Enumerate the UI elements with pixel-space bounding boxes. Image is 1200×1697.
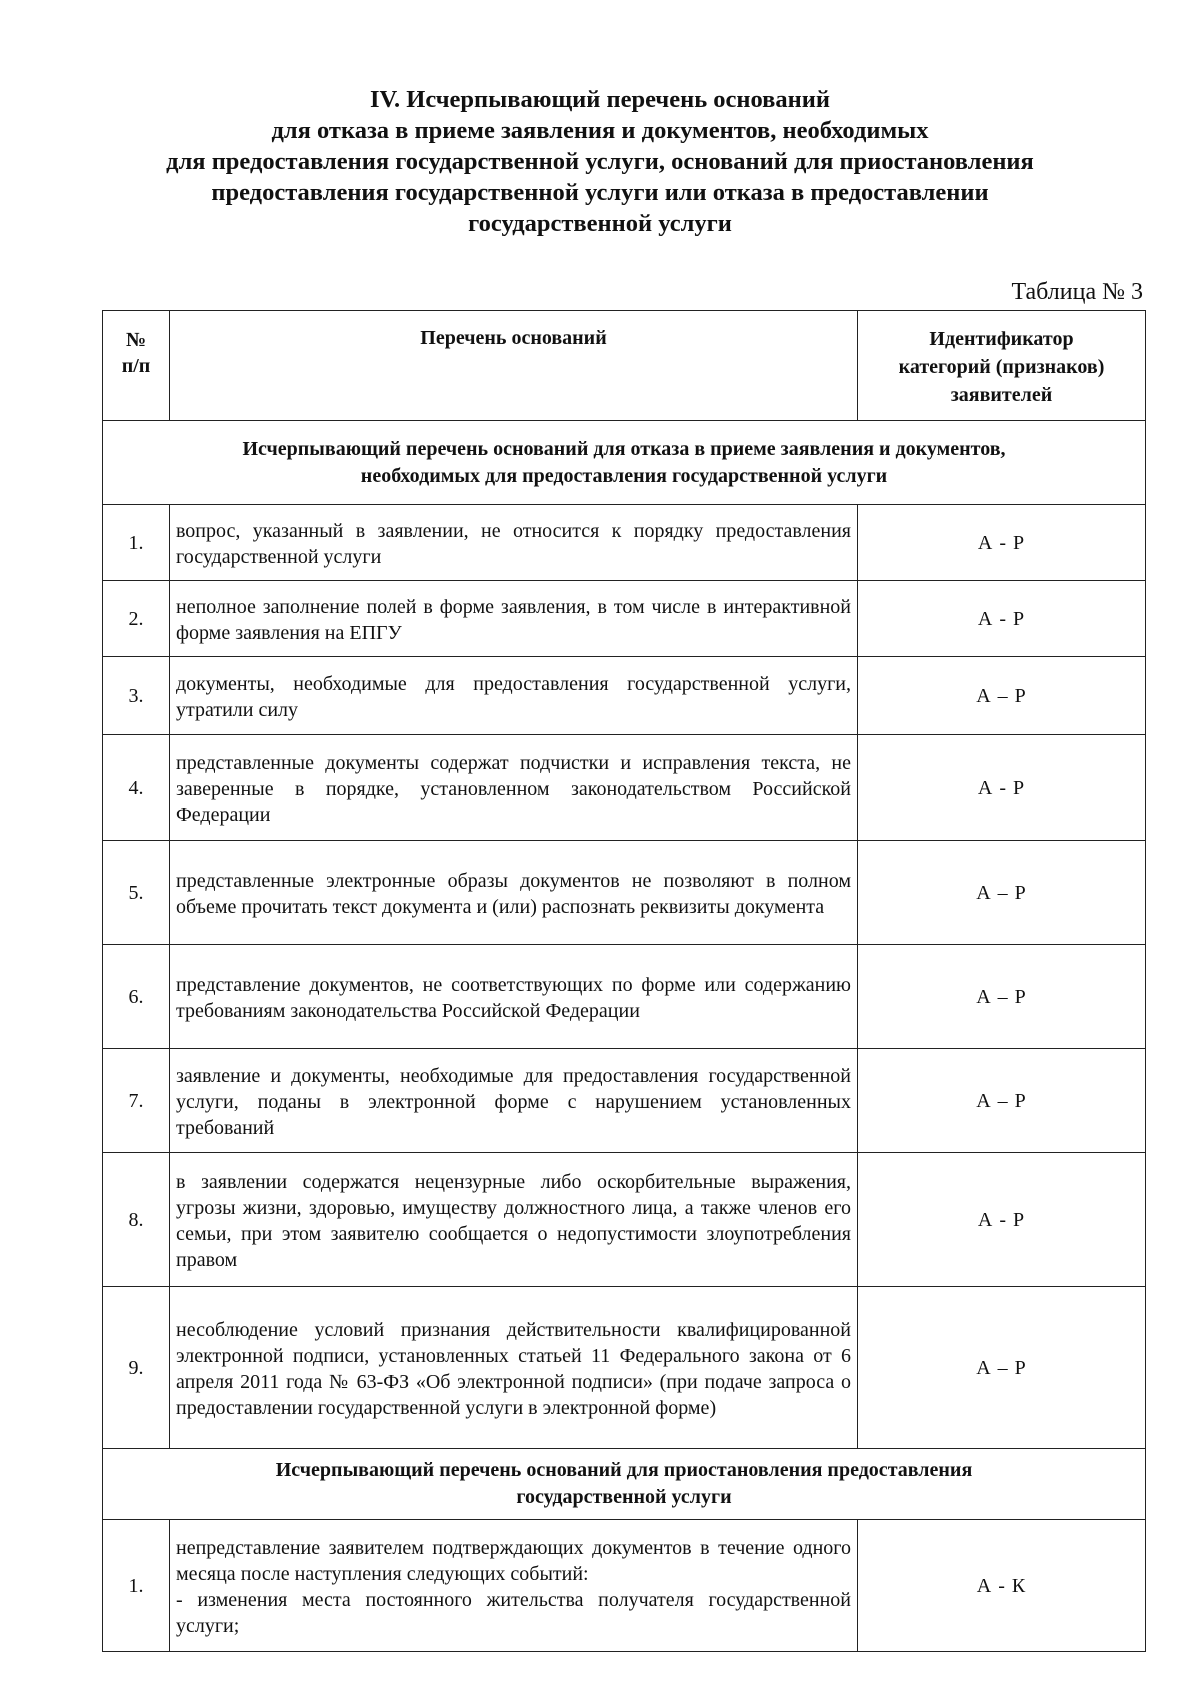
row-identifier: А – Р xyxy=(858,1287,1146,1449)
section-title-line: необходимых для предоставления государственной услуги xyxy=(360,464,888,487)
column-header-identifier-line: заявителей xyxy=(950,384,1053,406)
row-identifier: А - Р xyxy=(858,735,1146,841)
section-title xyxy=(103,421,1146,505)
row-ground-text-paragraph: - изменения места постоянного жительства получателя государственной услуги; xyxy=(176,1588,851,1637)
column-header-number-line: № xyxy=(125,329,147,351)
row-ground-text: несоблюдение условий признания действительности квалифицированной электронной подписи, установленных статьей 11 Федерального закона от 6 апреля 2011 года № 63-ФЗ «Об электронной подписи» (при подаче запроса о предоставлении государственной услуги в электронной форме) xyxy=(170,1287,858,1449)
row-ground-text: заявление и документы, необходимые для предоставления государственной услуги, поданы в электронной форме с нарушением установленных требований xyxy=(170,1049,858,1153)
section-title-line: Исчерпывающий перечень оснований для отказа в приеме заявления и документов, xyxy=(242,437,1006,460)
section-row xyxy=(103,421,1146,505)
row-number: 1. xyxy=(103,1520,170,1652)
column-header-identifier-line: категорий (признаков) xyxy=(898,356,1105,378)
table-row xyxy=(103,1287,1146,1449)
column-header-grounds: Перечень оснований xyxy=(170,311,858,421)
row-identifier: А - Р xyxy=(858,505,1146,581)
table-row xyxy=(103,505,1146,581)
row-identifier: А - К xyxy=(858,1520,1146,1652)
row-ground-text: в заявлении содержатся нецензурные либо оскорбительные выражения, угрозы жизни, здоровью, имуществу должностного лица, а также членов его семьи, при этом заявителю сообщается о недопустимости злоупотребления правом xyxy=(170,1153,858,1287)
table-row xyxy=(103,735,1146,841)
row-number: 1. xyxy=(103,505,170,581)
section-title xyxy=(103,1449,1146,1520)
grounds-table xyxy=(102,310,1146,1652)
table-row xyxy=(103,1049,1146,1153)
table-row xyxy=(103,1153,1146,1287)
row-ground-text: представленные документы содержат подчистки и исправления текста, не заверенные в порядке, установленном законодательством Российской Федерации xyxy=(170,735,858,841)
column-header-identifier-line: Идентификатор xyxy=(929,328,1074,350)
row-ground-text: документы, необходимые для предоставления государственной услуги, утратили силу xyxy=(170,657,858,735)
section-title-line: государственной услуги xyxy=(516,1486,732,1508)
heading-line: IV. Исчерпывающий перечень оснований xyxy=(369,86,831,113)
row-ground-text-paragraph: непредставление заявителем подтверждающих документов в течение одного месяца после наступления следующих событий: xyxy=(176,1536,851,1585)
column-header-number-line: п/п xyxy=(121,355,151,377)
row-ground-text xyxy=(170,1520,858,1652)
row-number: 9. xyxy=(103,1287,170,1449)
section-title-line: Исчерпывающий перечень оснований для приостановления предоставления xyxy=(275,1459,973,1481)
row-ground-text: представленные электронные образы документов не позволяют в полном объеме прочитать текст документа и (или) распознать реквизиты документа xyxy=(170,841,858,945)
row-number: 6. xyxy=(103,945,170,1049)
row-identifier: А – Р xyxy=(858,945,1146,1049)
table-row xyxy=(103,945,1146,1049)
heading-line: государственной услуги xyxy=(468,210,732,237)
column-header-identifier xyxy=(858,311,1146,421)
table-row xyxy=(103,1520,1146,1652)
row-identifier: А – Р xyxy=(858,841,1146,945)
row-identifier: А - Р xyxy=(858,1153,1146,1287)
table-row xyxy=(103,657,1146,735)
table-caption: Таблица № 3 xyxy=(1011,279,1143,305)
row-identifier: А – Р xyxy=(858,1049,1146,1153)
row-number: 7. xyxy=(103,1049,170,1153)
row-ground-text: представление документов, не соответствующих по форме или содержанию требованиям законодательства Российской Федерации xyxy=(170,945,858,1049)
row-number: 5. xyxy=(103,841,170,945)
row-number: 3. xyxy=(103,657,170,735)
table-row xyxy=(103,841,1146,945)
row-number: 4. xyxy=(103,735,170,841)
row-ground-text: вопрос, указанный в заявлении, не относится к порядку предоставления государственной услуги xyxy=(170,505,858,581)
row-number: 2. xyxy=(103,581,170,657)
table-header-row xyxy=(103,311,1146,421)
table-row xyxy=(103,581,1146,657)
row-ground-text: неполное заполнение полей в форме заявления, в том числе в интерактивной форме заявления на ЕПГУ xyxy=(170,581,858,657)
section-heading xyxy=(0,84,1200,239)
heading-line: для отказа в приеме заявления и документов, необходимых xyxy=(271,117,929,144)
row-identifier: А - Р xyxy=(858,581,1146,657)
row-number: 8. xyxy=(103,1153,170,1287)
row-identifier: А – Р xyxy=(858,657,1146,735)
heading-line: для предоставления государственной услуги, оснований для приостановления xyxy=(166,148,1034,175)
section-row xyxy=(103,1449,1146,1520)
column-header-number xyxy=(103,311,170,421)
heading-line: предоставления государственной услуги или отказа в предоставлении xyxy=(211,179,989,206)
